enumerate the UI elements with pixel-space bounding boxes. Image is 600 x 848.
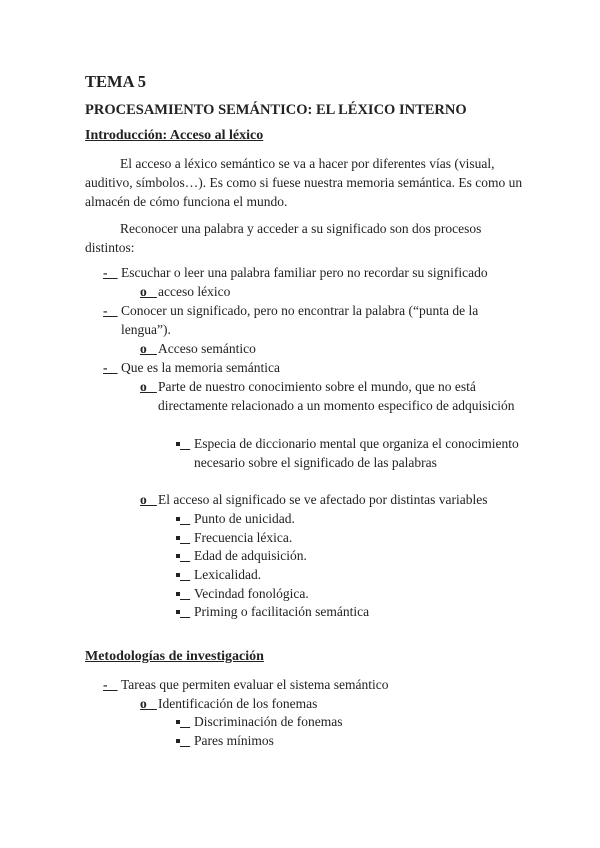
square-bullet-icon bbox=[176, 434, 190, 453]
section-heading-intro: Introducción: Acceso al léxico bbox=[85, 128, 264, 143]
list-item: Especia de diccionario mental que organiza el conocimiento necesario sobre el significado de las palabras bbox=[194, 434, 524, 472]
dash-bullet: - bbox=[103, 265, 118, 280]
list-item: o Acceso semántico bbox=[140, 341, 256, 356]
list-item: - Que es la memoria semántica bbox=[103, 360, 280, 375]
list-item: Punto de unicidad. bbox=[194, 509, 524, 528]
list-item: Frecuencia léxica. bbox=[194, 528, 524, 547]
list-item: Priming o facilitación semántica bbox=[194, 602, 524, 621]
square-bullet-icon bbox=[176, 565, 190, 584]
square-bullet-icon bbox=[176, 712, 190, 731]
dash-bullet: - bbox=[103, 360, 118, 375]
list-item: - Tareas que permiten evaluar el sistema semántico bbox=[103, 677, 389, 692]
square-bullet-icon bbox=[176, 509, 190, 528]
circle-bullet: o bbox=[140, 284, 157, 299]
circle-bullet: o bbox=[140, 696, 157, 711]
list-item: - Escuchar o leer una palabra familiar pero no recordar su significado bbox=[103, 265, 488, 280]
square-bullet-icon bbox=[176, 546, 190, 565]
paragraph: El acceso a léxico semántico se va a hacer por diferentes vías (visual, auditivo, símbolos…). Es como si fuese nuestra memoria semántica. Es como un almacén de cómo funciona el mundo. bbox=[85, 156, 523, 209]
list-item: - Conocer un significado, pero no encontrar la palabra (“punta de la lengua”). bbox=[103, 303, 479, 337]
circle-bullet: o bbox=[140, 492, 157, 507]
list-item: Vecindad fonológica. bbox=[194, 584, 524, 603]
paragraph: Reconocer una palabra y acceder a su significado son dos procesos distintos: bbox=[85, 221, 482, 255]
circle-bullet: o bbox=[140, 341, 157, 356]
list-item: o Parte de nuestro conocimiento sobre el mundo, que no está directamente relacionado a un momento especifico de adquisición bbox=[140, 379, 515, 413]
square-bullet-icon bbox=[176, 584, 190, 603]
square-bullet-icon bbox=[176, 602, 190, 621]
document-title: TEMA 5 bbox=[85, 72, 146, 91]
list-item: o acceso léxico bbox=[140, 284, 231, 299]
list-item: Edad de adquisición. bbox=[194, 546, 524, 565]
square-bullet-icon bbox=[176, 528, 190, 547]
section-heading-methods: Metodologías de investigación bbox=[85, 649, 264, 664]
square-bullet-icon bbox=[176, 731, 190, 750]
list-item: o Identificación de los fonemas bbox=[140, 696, 318, 711]
dash-bullet: - bbox=[103, 677, 118, 692]
list-item: Discriminación de fonemas bbox=[194, 712, 524, 731]
list-item: Pares mínimos bbox=[194, 731, 524, 750]
list-item: o El acceso al significado se ve afectado por distintas variables bbox=[140, 492, 488, 507]
list-item: Lexicalidad. bbox=[194, 565, 524, 584]
document-subtitle: PROCESAMIENTO SEMÁNTICO: EL LÉXICO INTERNO bbox=[85, 102, 467, 118]
dash-bullet: - bbox=[103, 303, 118, 318]
circle-bullet: o bbox=[140, 379, 157, 394]
